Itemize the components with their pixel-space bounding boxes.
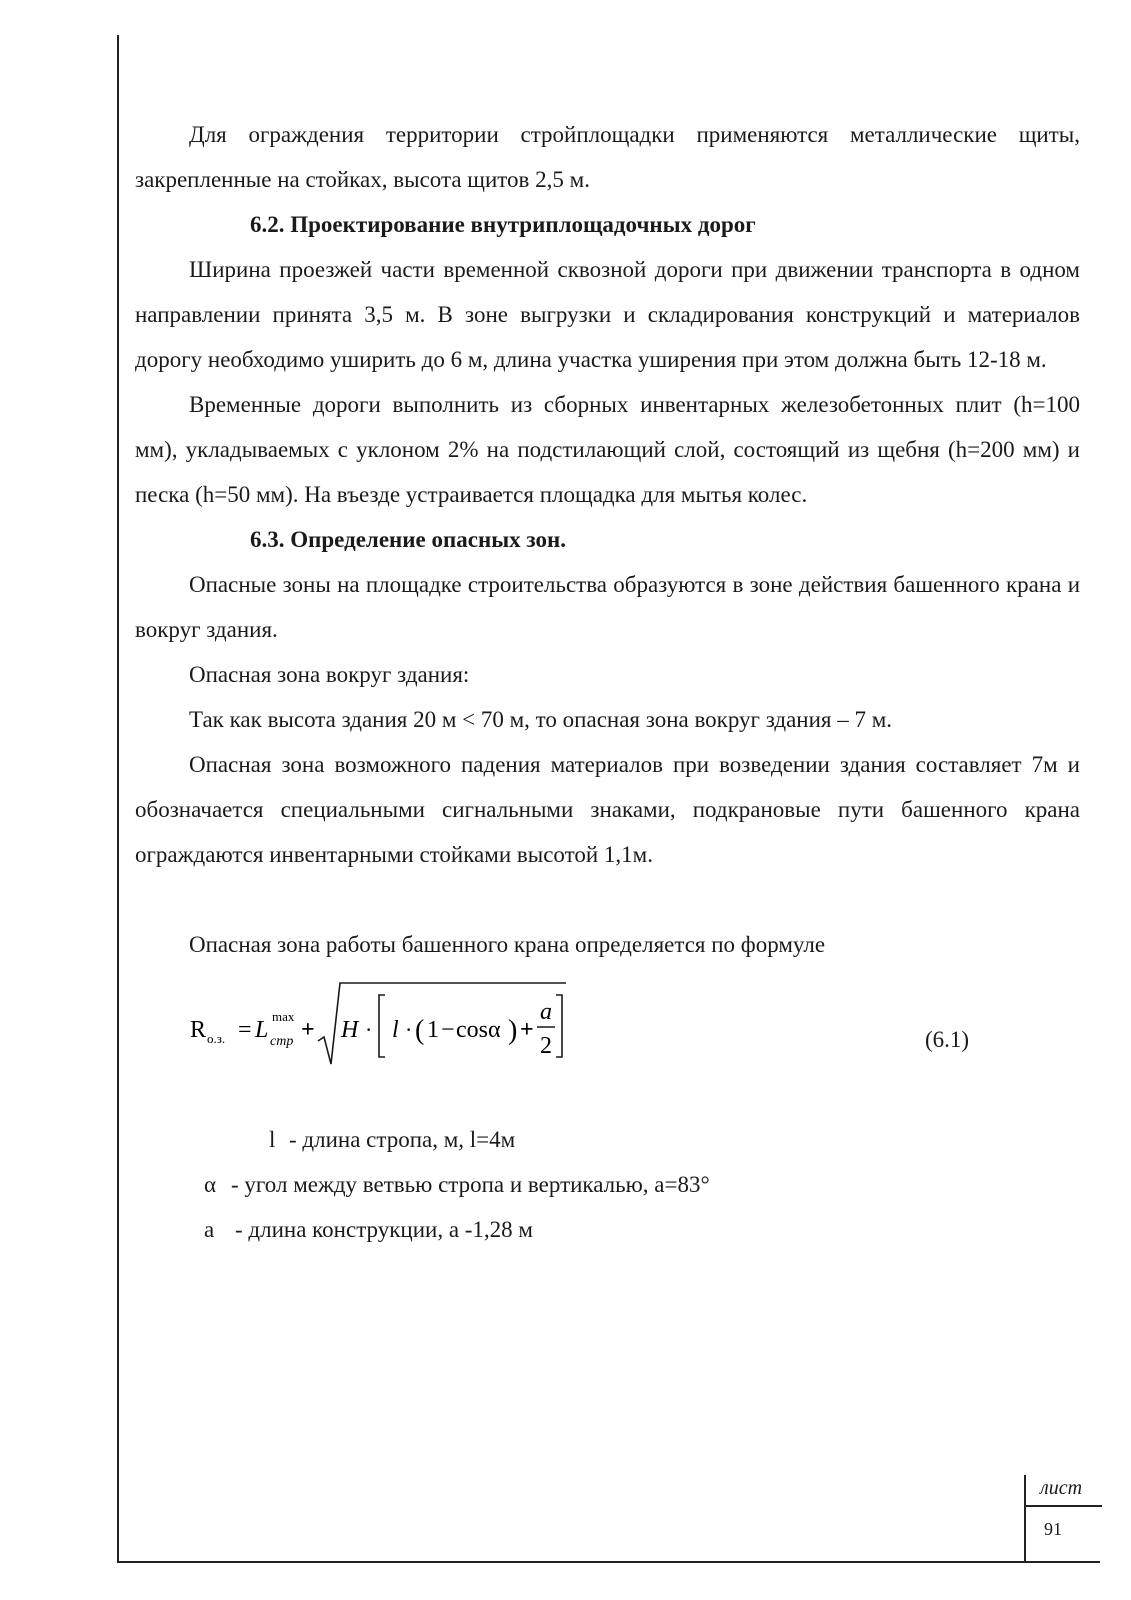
equation-number: (6.1)	[925, 1027, 970, 1052]
formula-dot-1: ·	[365, 1017, 373, 1042]
formula-r-subscript: о.з.	[207, 1031, 226, 1046]
formula-close-paren: )	[508, 1015, 518, 1046]
paragraph-danger-zones: Опасные зоны на площадке строительства образуются в зоне действия башенного крана и вокруг здания.	[135, 572, 1080, 642]
paragraph-fencing: Для ограждения территории стройплощадки применяются металлические щиты, закрепленные на стойках, высота щитов 2,5 м.	[135, 122, 1080, 192]
stamp-divider	[1026, 1505, 1102, 1507]
formula-right-bracket	[556, 995, 562, 1057]
formula-a-numerator: a	[540, 999, 552, 1025]
paragraph-building-zone-title: Опасная зона вокруг здания:	[189, 662, 470, 687]
paragraph-road-width: Ширина проезжей части временной сквозной дороги при движении транспорта в одном направлении принята 3,5 м. В зоне выгрузки и складирования конструкций и материалов дорогу необходимо уширить до 6 м, длина участка уширения при этом должна быть 12-18 м.	[135, 257, 1080, 372]
page-number: 91	[1044, 1519, 1062, 1539]
formula-cos: cosα	[456, 1017, 501, 1043]
formula-plus: +	[301, 1017, 315, 1043]
paragraph-crane-formula-intro: Опасная зона работы башенного крана определяется по формуле	[189, 932, 826, 957]
definition-l	[135, 1117, 1080, 1162]
formula-h: H	[341, 1017, 359, 1043]
sheet-label: лист	[1039, 1477, 1083, 1499]
formula-plus-2: +	[520, 1017, 534, 1043]
definition-text: - длина стропа, м, l=4м	[289, 1127, 516, 1152]
document-body	[135, 112, 1080, 1252]
formula-two-denominator: 2	[540, 1033, 552, 1059]
formula-row	[135, 967, 1080, 1107]
frame-bottom-border	[117, 1561, 1100, 1563]
definition-symbol: α	[204, 1172, 217, 1197]
definition-symbol: а	[204, 1217, 215, 1242]
formula-left-bracket	[379, 995, 385, 1057]
sheet-stamp	[1024, 1475, 1102, 1562]
formula-minus: −	[441, 1017, 455, 1043]
formula-dot-2: ·	[405, 1017, 413, 1042]
formula-open-paren: (	[415, 1015, 425, 1046]
definition-text: - длина конструкции, а -1,28 м	[235, 1217, 533, 1242]
formula-l-small: l	[392, 1017, 399, 1043]
formula-l-subscript: стр	[270, 1034, 294, 1049]
definition-alpha	[135, 1162, 1080, 1207]
definition-a	[135, 1207, 1080, 1252]
paragraph-building-height: Так как высота здания 20 м < 70 м, то опасная зона вокруг здания – 7 м.	[189, 707, 893, 732]
definition-symbol: l	[269, 1127, 276, 1152]
formula-one: 1	[427, 1017, 439, 1043]
paragraph-falling-materials: Опасная зона возможного падения материалов при возведении здания составляет 7м и обозначается специальными сигнальными знаками, подкрановые пути башенного крана ограждаются инвентарными стойками высотой 1,1м.	[135, 752, 1080, 867]
section-heading-6-3: 6.3. Определение опасных зон.	[250, 527, 567, 552]
formula-equals: =	[238, 1017, 252, 1043]
formula-r: R	[190, 1017, 207, 1043]
frame-left-border	[117, 35, 119, 1563]
formula-svg	[190, 977, 590, 1067]
formula-l-superscript: max	[272, 1009, 295, 1024]
formula-l: L	[255, 1017, 269, 1043]
section-heading-6-2: 6.2. Проектирование внутриплощадочных дорог	[250, 212, 756, 237]
definition-text: - угол между ветвью стропа и вертикалью, a=83°	[231, 1172, 710, 1197]
spacer	[135, 877, 1080, 922]
spacer	[135, 1107, 1080, 1117]
paragraph-temporary-roads: Временные дороги выполнить из сборных инвентарных железобетонных плит (h=100 мм), укладываемых с уклоном 2% на подстилающий слой, состоящий из щебня (h=200 мм) и песка (h=50 мм). На въезде устраивается площадка для мытья колес.	[135, 392, 1080, 507]
danger-zone-formula	[190, 977, 590, 1067]
